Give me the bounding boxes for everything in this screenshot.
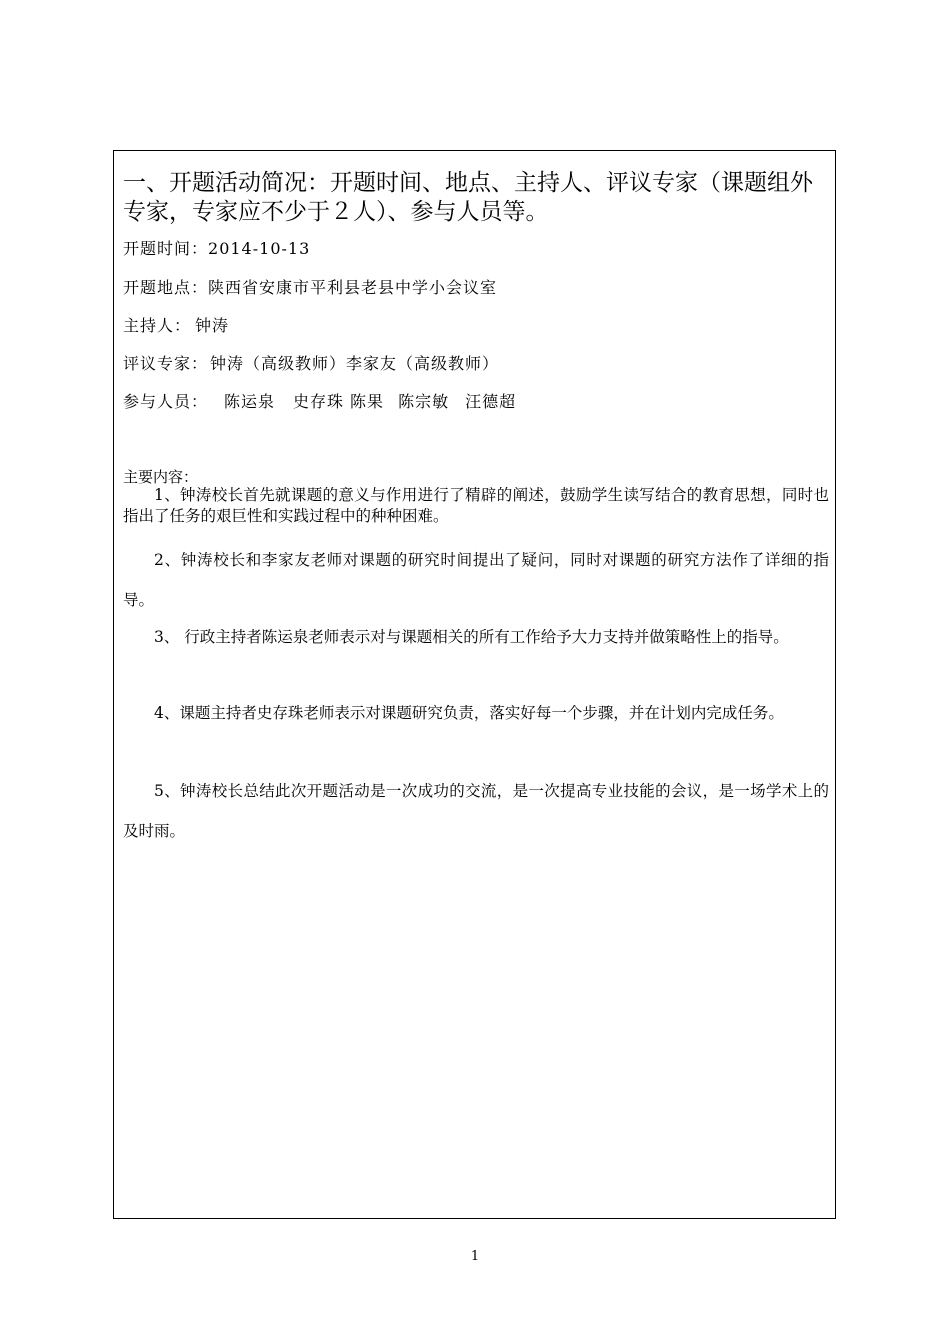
info-participants bbox=[123, 391, 516, 413]
report-table-cell bbox=[113, 150, 836, 1219]
content-paragraph-5: 5、钟涛校长总结此次开题活动是一次成功的交流，是一次提高专业技能的会议，是一场学术上的及时雨。 bbox=[123, 782, 829, 840]
time-value: 2014-10-13 bbox=[208, 239, 311, 258]
place-label: 开题地点： bbox=[123, 278, 209, 297]
participant-name: 汪德超 bbox=[465, 392, 517, 411]
participant-name: 陈果 bbox=[350, 392, 385, 411]
content-paragraph-1: 1、钟涛校长首先就课题的意义与作用进行了精辟的阐述，鼓励学生读写结合的教育思想，同时也指出了任务的艰巨性和实践过程中的种种困难。 bbox=[123, 486, 829, 525]
host-label: 主持人： bbox=[123, 316, 192, 335]
section-heading: 一、开题活动简况：开题时间、地点、主持人、评议专家（课题组外专家，专家应不少于２人）、参与人员等。 bbox=[123, 170, 813, 225]
participants-label: 参与人员： bbox=[123, 392, 209, 411]
info-time bbox=[123, 238, 310, 260]
info-experts bbox=[123, 353, 499, 375]
time-label: 开题时间： bbox=[123, 239, 209, 258]
info-host bbox=[123, 315, 229, 337]
host-value: 钟涛 bbox=[195, 316, 230, 335]
place-value: 陕西省安康市平利县老县中学小会议室 bbox=[208, 278, 498, 297]
info-place bbox=[123, 277, 497, 299]
content-paragraph-4: 4、课题主持者史存珠老师表示对课题研究负责，落实好每一个步骤，并在计划内完成任务。 bbox=[154, 704, 784, 722]
participant-name: 陈运泉 bbox=[224, 392, 276, 411]
content-paragraph-2: 2、钟涛校长和李家友老师对课题的研究时间提出了疑问，同时对课题的研究方法作了详细的指导。 bbox=[123, 551, 829, 609]
content-paragraph-3: 3、 行政主持者陈运泉老师表示对与课题相关的所有工作给予大力支持并做策略性上的指导。 bbox=[154, 628, 789, 646]
page-number: 1 bbox=[470, 1249, 480, 1264]
main-content-label: 主要内容： bbox=[123, 468, 199, 486]
experts-value: 钟涛（高级教师）李家友（高级教师） bbox=[210, 354, 500, 373]
participant-name: 史存珠 bbox=[293, 392, 345, 411]
participant-name: 陈宗敏 bbox=[398, 392, 450, 411]
experts-label: 评议专家： bbox=[123, 354, 209, 373]
